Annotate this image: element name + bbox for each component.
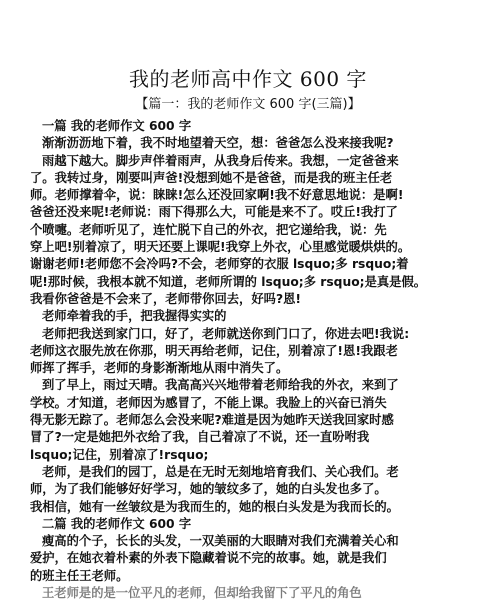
text-line: 老师牵着我的手，把我握得实实的 xyxy=(42,309,227,324)
text-line: 得无影无踪了。老师怎么会没来呢?难道是因为她昨天送我回家时感 xyxy=(30,413,394,428)
text-line: 的班主任王老师。 xyxy=(30,568,129,583)
document-title: 我的老师高中作文 600 字 xyxy=(129,67,367,91)
text-line: 爸爸还没来呢!老师说：雨下得那么大，可能是来不了。哎丘!我打了 xyxy=(30,205,398,220)
text-line: lsquo;记住，别着凉了!rsquo; xyxy=(30,447,209,462)
text-line: 师，为了我们能够好好学习，她的皱纹多了，她的白头发也多了。 xyxy=(30,482,387,497)
text-line: 我相信，她有一丝皱纹是为我而生的，她的根白头发是为我而长的。 xyxy=(30,499,399,514)
document-subtitle: 【篇一：我的老师作文 600 字(三篇)】 xyxy=(135,97,361,112)
document-body xyxy=(30,118,482,602)
text-line: 师。老师撑着伞，说：睐睐!怎么还没回家啊!我不好意思地说：是啊! xyxy=(30,188,404,203)
text-line: 老师，是我们的园丁，总是在无时无刻地培育我们、关心我们。老 xyxy=(42,464,399,479)
text-line: 爱护，在她衣着朴素的外表下隐藏着说不完的故事。她，就是我们 xyxy=(30,551,387,566)
text-line: 雨越下越大。脚步声伴着雨声，从我身后传来。我想，一定爸爸来 xyxy=(42,153,399,168)
text-line: 一篇 我的老师作文 600 字 xyxy=(42,119,192,133)
text-line: 我看你爸爸是不会来了，老师带你回去，好吗?恩! xyxy=(30,291,301,306)
text-line: 谢谢老师!老师您不会冷吗?不会，老师穿的衣服 lsquo;多 rsquo;着 xyxy=(30,257,409,272)
text-line: 呢!那时候，我根本就不知道，老师所谓的 lsquo;多 rsquo;是真是假。 xyxy=(30,274,427,289)
text-line: 师挥了挥手，老师的身影渐渐地从雨中消失了。 xyxy=(30,361,289,376)
text-line: 个喷嚏。老师听见了，连忙脱下自己的外衣，把它递给我，说：先 xyxy=(30,222,387,237)
text-line: 了。我转过身，刚要叫声爸!没想到她不是爸爸，而是我的班主任老 xyxy=(30,170,393,185)
text-line: 老师把我送到家门口，好了，老师就送你到门口了，你进去吧!我说: xyxy=(42,326,410,341)
text-line: 到了早上，雨过天晴。我高高兴兴地带着老师给我的外衣，来到了 xyxy=(42,378,399,393)
text-line: 王老师是的是一位平凡的老师，但却给我留下了平凡的角色 xyxy=(42,586,362,601)
text-line: 冒了?一定是她把外衣给了我，自己着凉了不说，还一直吩咐我 xyxy=(30,430,370,445)
text-line: 穿上吧!别着凉了，明天还要上课呢!我穿上外衣，心里感觉暖烘烘的。 xyxy=(30,240,411,255)
text-line: 渐渐沥沥地下着，我不时地望着天空，想：爸爸怎么没来接我呢? xyxy=(42,136,394,151)
text-line: 瘦高的个子，长长的头发，一双美丽的大眼睛对我们充满着关心和 xyxy=(42,534,399,549)
text-line: 学校。才知道，老师因为感冒了，不能上课。我脸上的兴奋已消失 xyxy=(30,395,387,410)
text-line: 二篇 我的老师作文 600 字 xyxy=(42,516,192,531)
text-line: 老师这衣服先放在你那，明天再给老师，记住，别着凉了!恩!我跟老 xyxy=(30,343,398,358)
